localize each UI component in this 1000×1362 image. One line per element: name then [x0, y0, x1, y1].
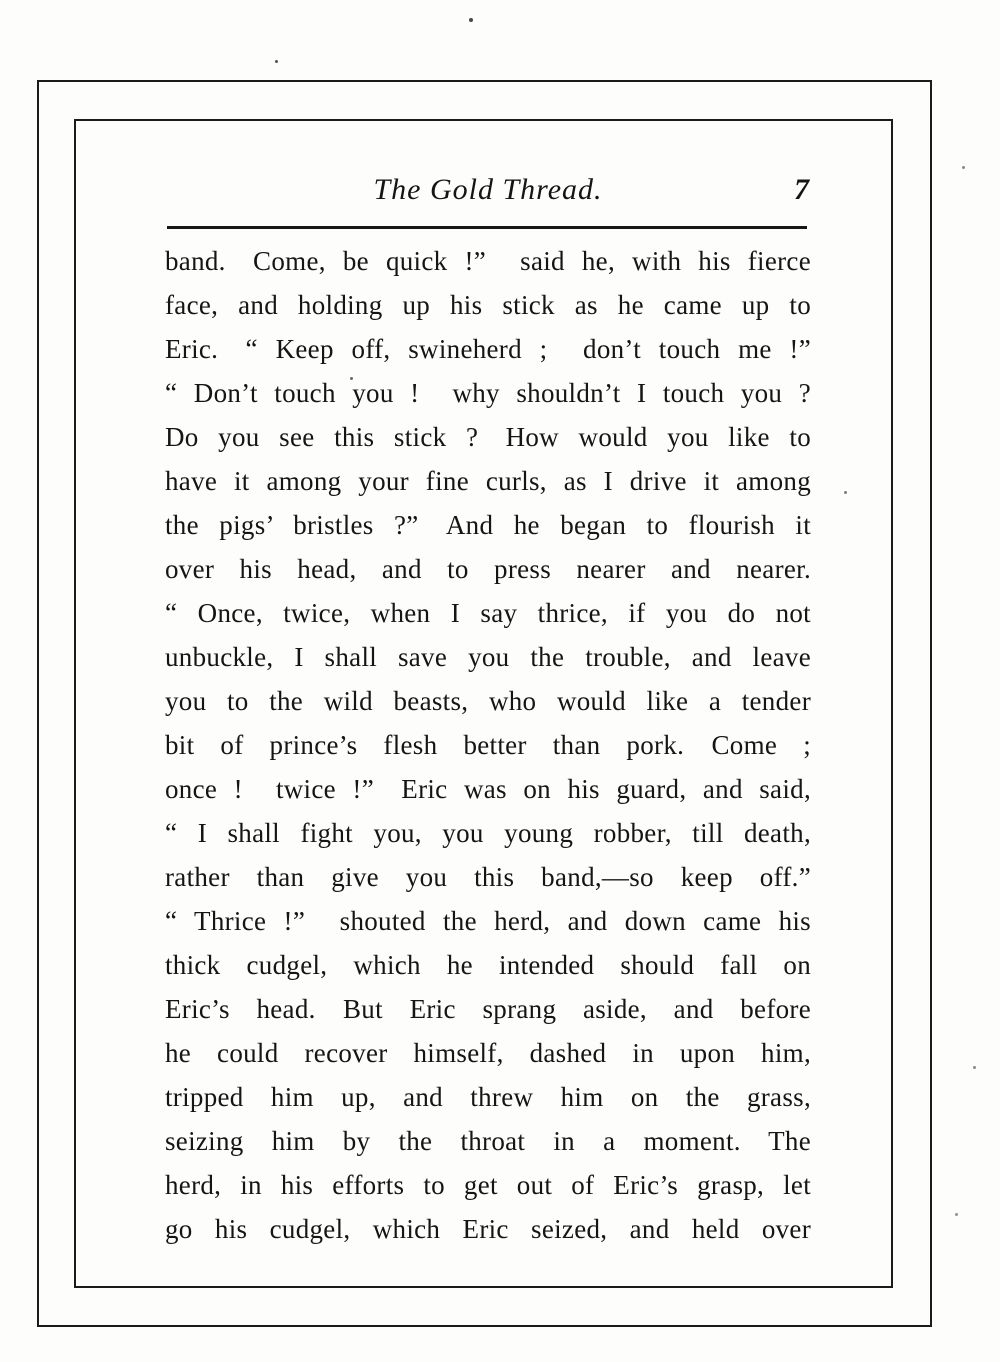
text-line: face, and holding up his stick as he came up to	[165, 290, 811, 320]
header-rule-divider	[167, 226, 807, 229]
text-line: “ I shall fight you, you young robber, till death,	[165, 818, 811, 848]
text-line: go his cudgel, which Eric seized, and held over	[165, 1214, 811, 1244]
text-line: Eric. “ Keep off, swineherd ; don’t touch me !”	[165, 334, 811, 364]
text-line: have it among your fine curls, as I drive it among	[165, 466, 811, 496]
text-line: bit of prince’s flesh better than pork. Come ;	[165, 730, 811, 760]
text-line: “ Don’t touch you ! why shouldn’t I touch you ?	[165, 378, 811, 408]
text-line: seizing him by the throat in a moment. The	[165, 1126, 811, 1156]
text-line: band. Come, be quick !” said he, with his fierce	[165, 246, 811, 276]
text-line: you to the wild beasts, who would like a tender	[165, 686, 811, 716]
text-line: unbuckle, I shall save you the trouble, and leave	[165, 642, 811, 672]
scan-speck	[844, 491, 847, 494]
scan-speck	[955, 1213, 958, 1216]
text-column	[165, 0, 811, 1362]
text-line: thick cudgel, which he intended should fall on	[165, 950, 811, 980]
text-line: herd, in his efforts to get out of Eric’s grasp, let	[165, 1170, 811, 1200]
scan-speck	[962, 166, 965, 169]
text-line: once ! twice !” Eric was on his guard, and said,	[165, 774, 811, 804]
text-line: Eric’s head. But Eric sprang aside, and before	[165, 994, 811, 1024]
text-line: over his head, and to press nearer and nearer.	[165, 554, 811, 584]
text-line: “ Thrice !” shouted the herd, and down came his	[165, 906, 811, 936]
text-line: rather than give you this band,—so keep off.”	[165, 862, 811, 892]
body-text-block	[165, 239, 811, 1251]
text-line: he could recover himself, dashed in upon him,	[165, 1038, 811, 1068]
text-line: “ Once, twice, when I say thrice, if you do not	[165, 598, 811, 628]
scan-speck	[973, 1066, 976, 1069]
running-header	[165, 168, 811, 212]
text-line: Do you see this stick ? How would you like to	[165, 422, 811, 452]
page-number: 7	[794, 173, 809, 206]
text-line: the pigs’ bristles ?” And he began to flourish it	[165, 510, 811, 540]
text-line: tripped him up, and threw him on the grass,	[165, 1082, 811, 1112]
page-title: The Gold Thread.	[373, 173, 603, 206]
